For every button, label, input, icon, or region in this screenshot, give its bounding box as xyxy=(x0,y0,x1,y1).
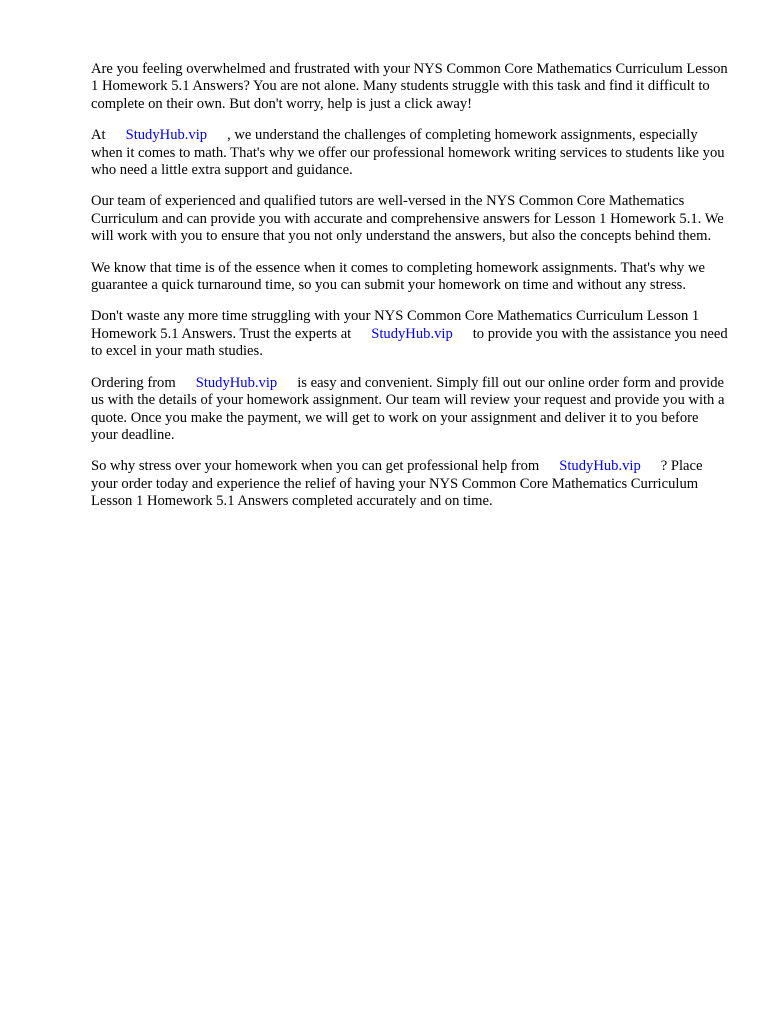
paragraph-trust xyxy=(91,308,728,360)
paragraph-about-before: At xyxy=(91,127,106,144)
studyhub-link[interactable]: StudyHub.vip xyxy=(559,458,641,475)
paragraph-ordering-after: is easy and convenient. Simply fill out our online order form and provide us with the details of your homework assignment. Our team will review your request and provide you with a quote. Once you make the payment, we will get to work on your assignment and deliver it to you before your deadline. xyxy=(91,374,725,443)
paragraph-ordering-before: Ordering from xyxy=(91,374,176,391)
paragraph-about xyxy=(91,127,728,179)
paragraph-ordering xyxy=(91,375,728,445)
studyhub-link[interactable]: StudyHub.vip xyxy=(125,127,208,144)
paragraph-intro: Are you feeling overwhelmed and frustrated with your NYS Common Core Mathematics Curriculum Lesson 1 Homework 5.1 Answers? You are not alone. Many students struggle with this task and find it difficult to complete on their own. But don't worry, help is just a click away! xyxy=(91,61,728,112)
paragraph-trust-after: to provide you with the assistance you need to excel in your math studies. xyxy=(91,325,728,360)
paragraph-about-after: , we understand the challenges of completing homework assignments, especially when it comes to math. That's why we offer our professional homework writing services to students like you who need a little extra support and guidance. xyxy=(91,127,725,179)
studyhub-link[interactable]: StudyHub.vip xyxy=(371,325,453,342)
paragraph-trust-before: Don't waste any more time struggling with your NYS Common Core Mathematics Curriculum Lesson 1 Homework 5.1 Answers. Trust the experts at xyxy=(91,308,700,342)
studyhub-link[interactable]: StudyHub.vip xyxy=(195,374,278,391)
paragraph-closing xyxy=(91,458,728,510)
paragraph-turnaround: We know that time is of the essence when it comes to completing homework assignments. That's why we guarantee a quick turnaround time, so you can submit your homework on time and without any stress. xyxy=(91,259,705,294)
paragraph-closing-after: ? Place your order today and experience the relief of having your NYS Common Core Mathematics Curriculum Lesson 1 Homework 5.1 Answers completed accurately and on time. xyxy=(91,458,703,510)
paragraph-closing-before: So why stress over your homework when you can get professional help from xyxy=(91,458,540,475)
paragraph-team: Our team of experienced and qualified tutors are well-versed in the NYS Common Core Mathematics Curriculum and can provide you with accurate and comprehensive answers for Lesson 1 Homework 5.1. We will work with you to ensure that you not only understand the answers, but also the concepts behind them. xyxy=(91,193,724,245)
